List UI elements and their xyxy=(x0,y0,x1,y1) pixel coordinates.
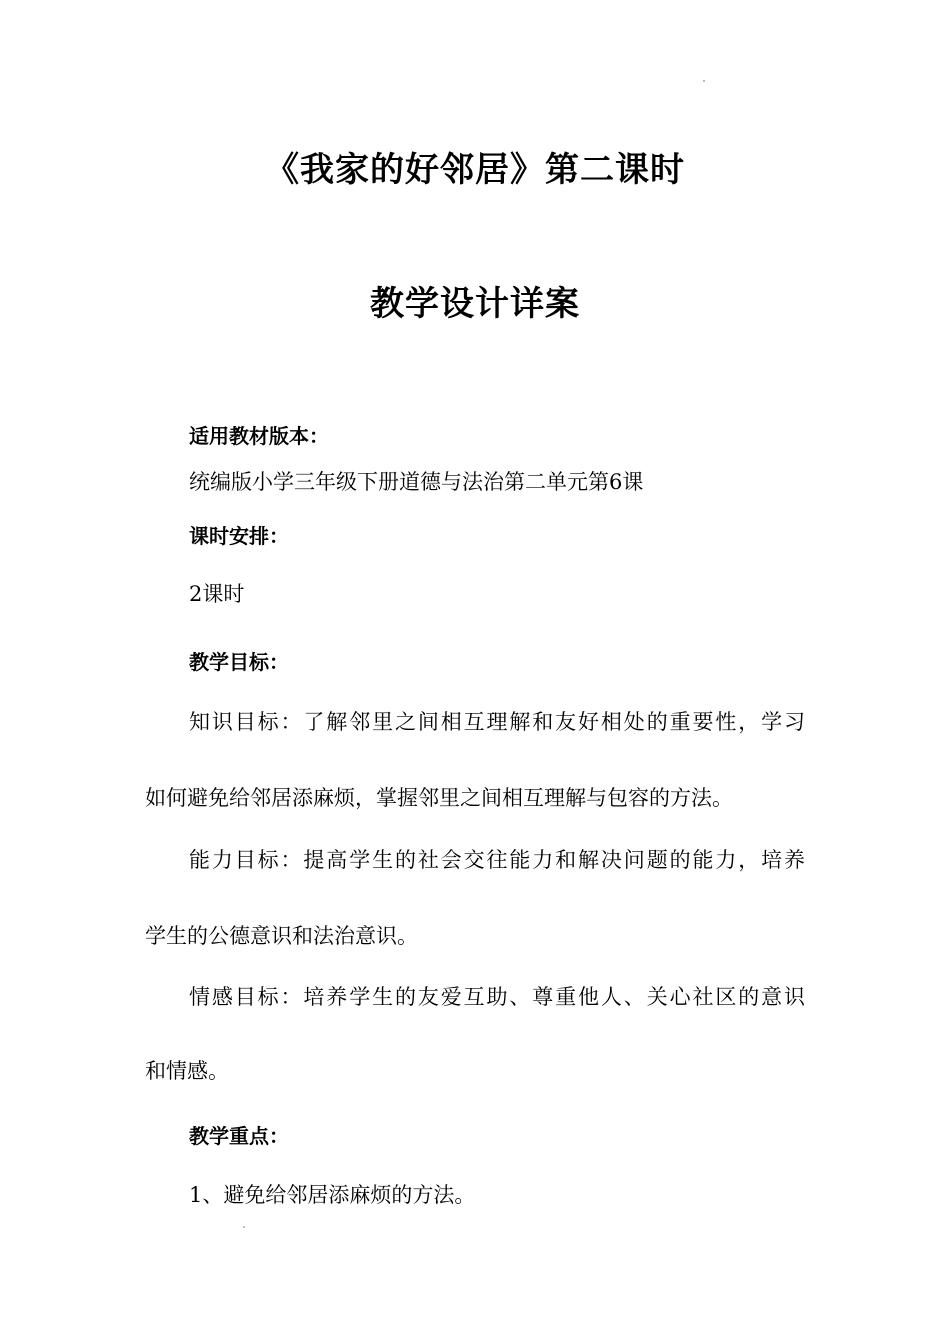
ability-goal-line1: 能力目标：提高学生的社会交往能力和解决问题的能力，培养 xyxy=(189,848,805,872)
key-point-item-1: 1、避免给邻居添麻烦的方法。 xyxy=(189,1183,476,1207)
document-title: 《我家的好邻居》第二课时 xyxy=(265,150,685,190)
scan-speck xyxy=(243,1226,245,1228)
textbook-heading: 适用教材版本： xyxy=(189,424,329,448)
key-points-heading: 教学重点： xyxy=(189,1124,289,1148)
emotion-goal-line1: 情感目标：培养学生的友爱互助、尊重他人、关心社区的意识 xyxy=(189,985,805,1009)
knowledge-goal-line1: 知识目标：了解邻里之间相互理解和友好相处的重要性，学习 xyxy=(189,710,805,734)
ability-goal-line2: 学生的公德意识和法治意识。 xyxy=(145,924,418,948)
emotion-goal-line2: 和情感。 xyxy=(145,1059,229,1083)
goals-heading: 教学目标： xyxy=(189,650,289,674)
schedule-text: 2课时 xyxy=(189,582,245,606)
document-subtitle: 教学设计详案 xyxy=(370,284,580,324)
schedule-heading: 课时安排： xyxy=(189,524,289,548)
scan-speck xyxy=(703,80,705,82)
knowledge-goal-line2: 如何避免给邻居添麻烦，掌握邻里之间相互理解与包容的方法。 xyxy=(145,786,733,810)
textbook-text: 统编版小学三年级下册道德与法治第二单元第6课 xyxy=(189,470,644,494)
